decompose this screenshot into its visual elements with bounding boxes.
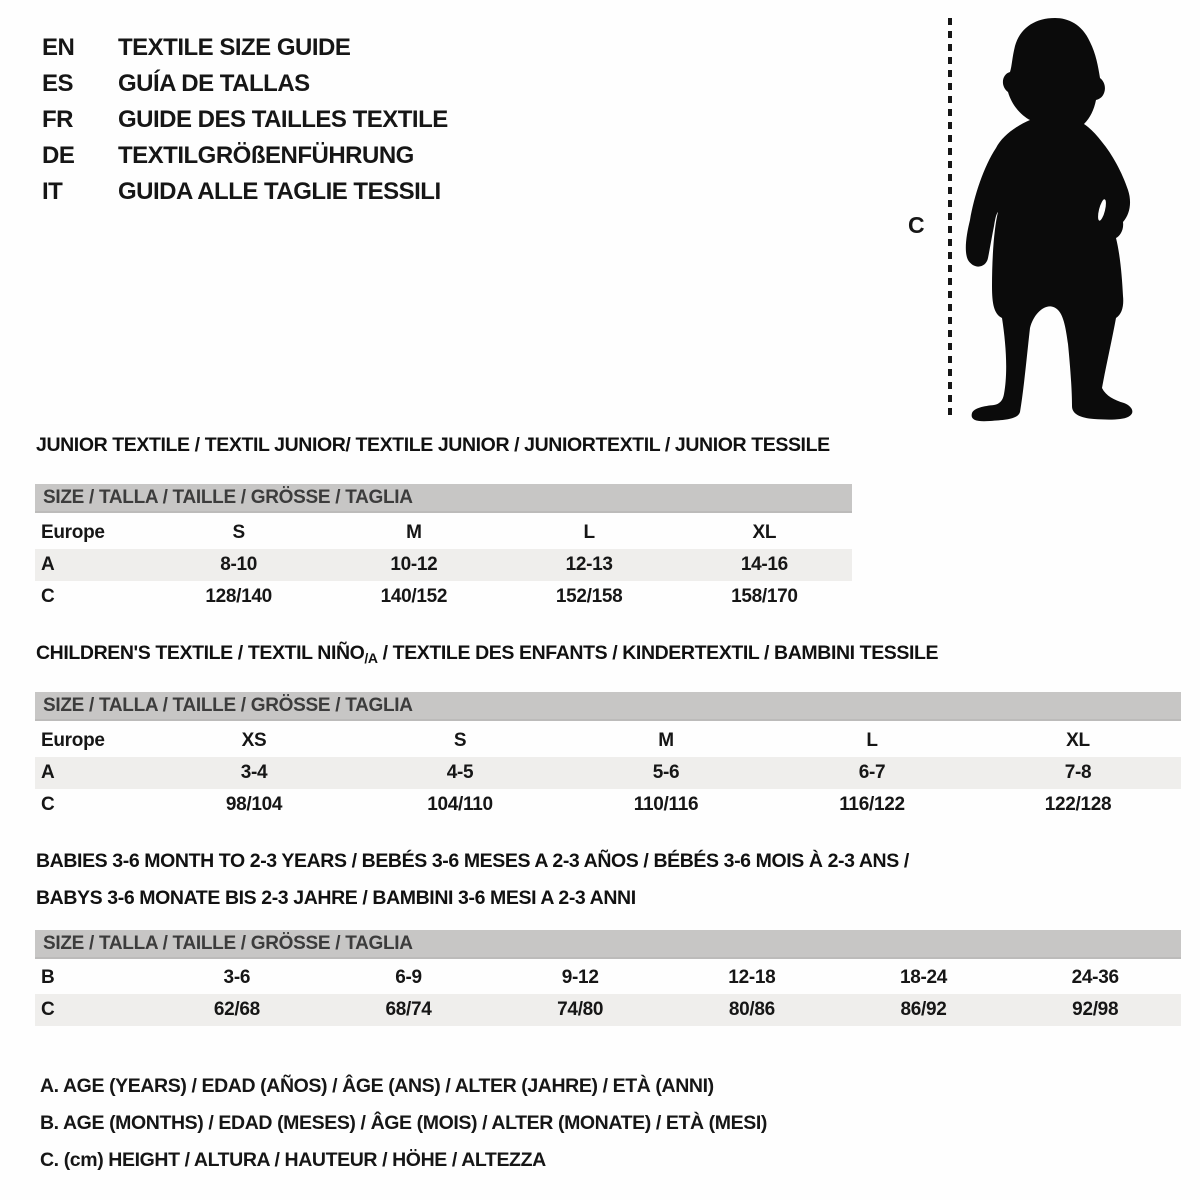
month-value: 18-24 (899, 967, 948, 988)
children-columns-row (35, 724, 1181, 757)
language-code: EN (42, 34, 75, 61)
height-value: 122/128 (1044, 794, 1112, 815)
height-value: 86/92 (900, 999, 947, 1020)
table-row (35, 789, 1181, 821)
children-section-title-post: / TEXTILE DES ENFANTS / KINDERTEXTIL / BAMBINI TESSILE (377, 642, 939, 664)
month-value: 6-9 (395, 967, 422, 988)
age-value: 12-13 (565, 554, 613, 575)
age-value: 4-5 (446, 762, 474, 783)
children-section-title-sub: /A (364, 650, 378, 666)
junior-section-title (36, 434, 830, 457)
list-item (42, 66, 448, 102)
table-row (35, 581, 852, 613)
height-value: 92/98 (1072, 999, 1119, 1020)
guide-title: GUIDA ALLE TAGLIE TESSILI (118, 178, 441, 205)
table-row (35, 757, 1181, 789)
height-value: 74/80 (557, 999, 604, 1020)
babies-size-table (35, 930, 1181, 1026)
region-label: Europe (41, 729, 105, 751)
row-label: C (41, 586, 55, 607)
age-value: 3-4 (240, 762, 268, 783)
height-value: 116/122 (839, 794, 905, 815)
age-value: 8-10 (220, 554, 258, 575)
babies-size-table-header: SIZE / TALLA / TAILLE / GRÖSSE / TAGLIA (35, 930, 1181, 959)
row-label: C (41, 999, 55, 1020)
age-value: 14-16 (740, 554, 788, 575)
junior-section-title-text: JUNIOR TEXTILE / TEXTIL JUNIOR/ TEXTILE JUNIOR / JUNIORTEXTIL / JUNIOR TESSILE (36, 434, 830, 456)
guide-title: TEXTILE SIZE GUIDE (118, 34, 351, 61)
list-item (42, 30, 448, 66)
height-measure-label: C (908, 212, 925, 238)
table-row (35, 994, 1181, 1026)
children-size-table-header: SIZE / TALLA / TAILLE / GRÖSSE / TAGLIA (35, 692, 1181, 721)
language-code: IT (42, 178, 63, 205)
list-item (42, 138, 448, 174)
age-value: 10-12 (390, 554, 438, 575)
junior-size-table-header: SIZE / TALLA / TAILLE / GRÖSSE / TAGLIA (35, 484, 852, 513)
size-column-header: L (583, 521, 595, 543)
language-code: DE (42, 142, 75, 169)
size-column-header: M (658, 729, 674, 751)
row-label: B (41, 967, 55, 988)
footnote-a: A. AGE (YEARS) / EDAD (AÑOS) / ÂGE (ANS) / ALTER (JAHRE) / ETÀ (ANNI) (40, 1075, 714, 1097)
size-column-header: XL (752, 521, 777, 543)
height-measure-dashed-line (948, 18, 952, 415)
row-label: A (41, 554, 55, 575)
height-value: 128/140 (205, 586, 272, 607)
size-column-header: S (453, 729, 467, 751)
guide-title: GUÍA DE TALLAS (118, 70, 310, 97)
footnote-c: C. (cm) HEIGHT / ALTURA / HAUTEUR / HÖHE / ALTEZZA (40, 1149, 546, 1171)
height-value: 80/86 (728, 999, 775, 1020)
size-column-header: XS (241, 729, 267, 751)
list-item (42, 174, 448, 210)
height-value: 62/68 (213, 999, 260, 1020)
guide-title: TEXTILGRÖßENFÜHRUNG (118, 142, 414, 169)
month-value: 9-12 (561, 967, 599, 988)
height-value: 158/170 (731, 586, 798, 607)
size-column-header: XL (1066, 729, 1090, 751)
children-section-title (36, 642, 938, 666)
row-label: A (41, 762, 55, 783)
junior-size-table (35, 484, 852, 613)
footnote-b: B. AGE (MONTHS) / EDAD (MESES) / ÂGE (MOIS) / ALTER (MONATE) / ETÀ (MESI) (40, 1112, 767, 1134)
junior-columns-row (35, 516, 852, 549)
language-code: ES (42, 70, 74, 97)
month-value: 12-18 (728, 967, 776, 988)
age-value: 7-8 (1064, 762, 1092, 783)
age-value: 6-7 (858, 762, 886, 783)
height-value: 152/158 (555, 586, 623, 607)
list-item (42, 102, 448, 138)
height-value: 104/110 (427, 794, 493, 815)
guide-title: GUIDE DES TAILLES TEXTILE (118, 106, 448, 133)
row-label: C (41, 794, 55, 815)
babies-section-title (36, 843, 909, 917)
language-title-list (42, 30, 448, 210)
age-value: 5-6 (652, 762, 680, 783)
children-section-title-pre: CHILDREN'S TEXTILE / TEXTIL NIÑO (36, 642, 365, 664)
height-value: 68/74 (385, 999, 432, 1020)
toddler-silhouette-icon (960, 14, 1140, 422)
region-label: Europe (41, 521, 105, 543)
height-value: 140/152 (380, 586, 448, 607)
size-column-header: M (406, 521, 422, 543)
table-row (35, 549, 852, 581)
children-size-table (35, 692, 1181, 821)
table-row (35, 962, 1181, 994)
month-value: 3-6 (223, 967, 251, 988)
size-column-header: S (232, 521, 245, 543)
babies-section-title-line2: BABYS 3-6 MONATE BIS 2-3 JAHRE / BAMBINI 3-6 MESI A 2-3 ANNI (36, 887, 636, 909)
height-value: 98/104 (225, 794, 283, 815)
height-value: 110/116 (633, 794, 699, 815)
language-code: FR (42, 106, 73, 133)
size-column-header: L (866, 729, 878, 751)
month-value: 24-36 (1071, 967, 1119, 988)
legend-footnotes (40, 1068, 767, 1179)
babies-section-title-line1: BABIES 3-6 MONTH TO 2-3 YEARS / BEBÉS 3-6 MESES A 2-3 AÑOS / BÉBÉS 3-6 MOIS À 2-3 ANS / (36, 850, 909, 872)
